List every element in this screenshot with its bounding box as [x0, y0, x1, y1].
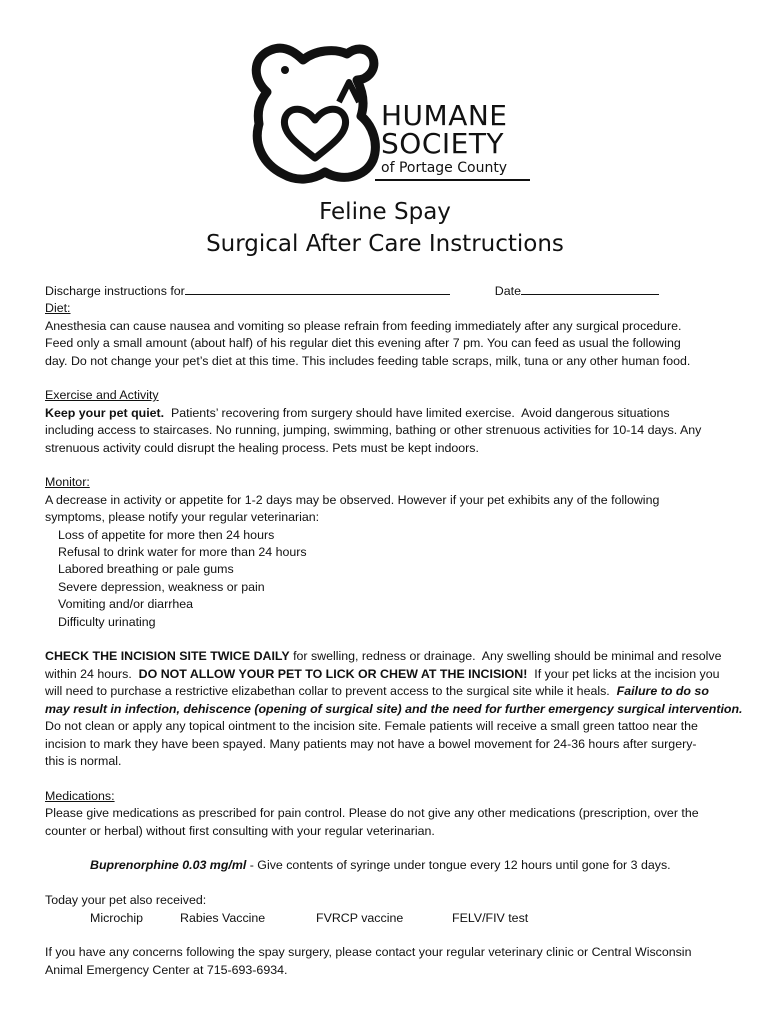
failure-warning-start: Failure to do so: [616, 684, 709, 699]
medications-heading: Medications:: [45, 788, 115, 803]
incision-text-1: for swelling, redness or drainage. Any swelling should be minimal and resolve: [289, 649, 722, 664]
symptom-item: Refusal to drink water for more than 24 hours: [58, 545, 307, 560]
symptom-item: Severe depression, weakness or pain: [58, 579, 265, 594]
monitor-heading: Monitor:: [45, 475, 90, 490]
exercise-heading: Exercise and Activity: [45, 388, 159, 403]
received-item: FVRCP vaccine: [316, 910, 404, 925]
received-item: Rabies Vaccine: [180, 910, 266, 925]
humane-society-logo: [245, 40, 545, 190]
received-item: Microchip: [90, 910, 144, 925]
title-line-1: Feline Spay: [319, 199, 451, 225]
check-incision-text: CHECK THE INCISION SITE TWICE DAILY: [45, 649, 290, 664]
incision-line-2: [45, 666, 735, 683]
symptom-item: Difficulty urinating: [58, 614, 156, 629]
drug-line: [45, 857, 735, 874]
received-items: [45, 910, 735, 927]
exercise-line-1: [45, 405, 735, 422]
incision-text-3: If your pet licks at the incision you: [527, 666, 720, 681]
symptom-item: Labored breathing or pale gums: [58, 562, 234, 577]
discharge-name-field[interactable]: [185, 282, 450, 295]
closing-line-1: If you have any concerns following the spay surgery, please contact your regular veterinary clinic or Central Wisconsin: [45, 945, 692, 960]
do-not-lick-warning: DO NOT ALLOW YOUR PET TO LICK OR CHEW AT THE INCISION!: [138, 666, 528, 681]
discharge-label: Discharge instructions for: [45, 284, 185, 298]
diet-line-3: day. Do not change your pet’s diet at this time. This includes feeding table scraps, milk, tuna or any other human food.: [45, 353, 691, 368]
incision-line-1: [45, 648, 735, 665]
incision-line-5: Do not clean or apply any topical ointment to the incision site. Female patients will receive a small green tattoo near the: [45, 719, 698, 734]
received-label: Today your pet also received:: [45, 893, 207, 908]
page-title: [0, 196, 770, 260]
instructions-body: [45, 282, 743, 979]
logo-wordmark: [381, 99, 508, 176]
medications-line-1: Please give medications as prescribed for pain control. Please do not give any other medications (prescription, over the: [45, 806, 699, 821]
dog-cat-heart-icon: [245, 40, 385, 185]
logo-line-humane: HUMANE: [381, 99, 508, 132]
medications-line-2: counter or herbal) without first consulting with your regular veterinarian.: [45, 823, 435, 838]
drug-name: Buprenorphine 0.03 mg/ml: [90, 858, 247, 873]
diet-heading: Diet:: [45, 301, 71, 316]
monitor-line-1: A decrease in activity or appetite for 1-2 days may be observed. However if your pet exhibits any of the following: [45, 492, 660, 507]
incision-line-3: [45, 683, 735, 700]
failure-warning-end: may result in infection, dehiscence (opening of surgical site) and the need for further emergency surgical intervention.: [45, 701, 743, 716]
keep-quiet-text: Keep your pet quiet.: [45, 405, 165, 420]
symptom-item: Loss of appetite for more then 24 hours: [58, 527, 275, 542]
monitor-line-2: symptoms, please notify your regular veterinarian:: [45, 510, 320, 525]
incision-line-6: incision to mark they have been spayed. Many patients may not have a bowel movement for 24-36 hours after surgery-: [45, 736, 697, 751]
incision-text-2: within 24 hours.: [45, 666, 139, 681]
received-item: FELV/FIV test: [452, 910, 529, 925]
drug-instructions: - Give contents of syringe under tongue every 12 hours until gone for 3 days.: [246, 858, 671, 873]
incision-text-4: will need to purchase a restrictive elizabethan collar to prevent access to the surgical site while it heals.: [45, 684, 617, 699]
logo-underline: [375, 179, 530, 181]
discharge-row: [45, 282, 735, 300]
exercise-line-3: strenuous activity could disrupt the healing process. Pets must be kept indoors.: [45, 440, 479, 455]
title-line-2: Surgical After Care Instructions: [206, 231, 564, 257]
date-label: Date: [494, 284, 521, 298]
exercise-line-2: including access to staircases. No running, jumping, swimming, bathing or other strenuous activities for 10-14 days. Any: [45, 423, 702, 438]
incision-line-7: this is normal.: [45, 753, 122, 768]
date-field[interactable]: [521, 282, 659, 295]
exercise-line-1-rest: Patients’ recovering from surgery should have limited exercise. Avoid dangerous situations: [164, 405, 670, 420]
logo-line-society: SOCIETY: [381, 127, 505, 160]
closing-line-2: Animal Emergency Center at 715-693-6934.: [45, 962, 288, 977]
diet-line-1: Anesthesia can cause nausea and vomiting so please refrain from feeding immediately after any surgical procedure.: [45, 318, 682, 333]
logo-line-county: of Portage County: [381, 160, 508, 176]
diet-line-2: Feed only a small amount (about half) of his regular diet this evening after 7 pm. You can feed as usual the following: [45, 336, 681, 351]
symptom-item: Vomiting and/or diarrhea: [58, 597, 194, 612]
